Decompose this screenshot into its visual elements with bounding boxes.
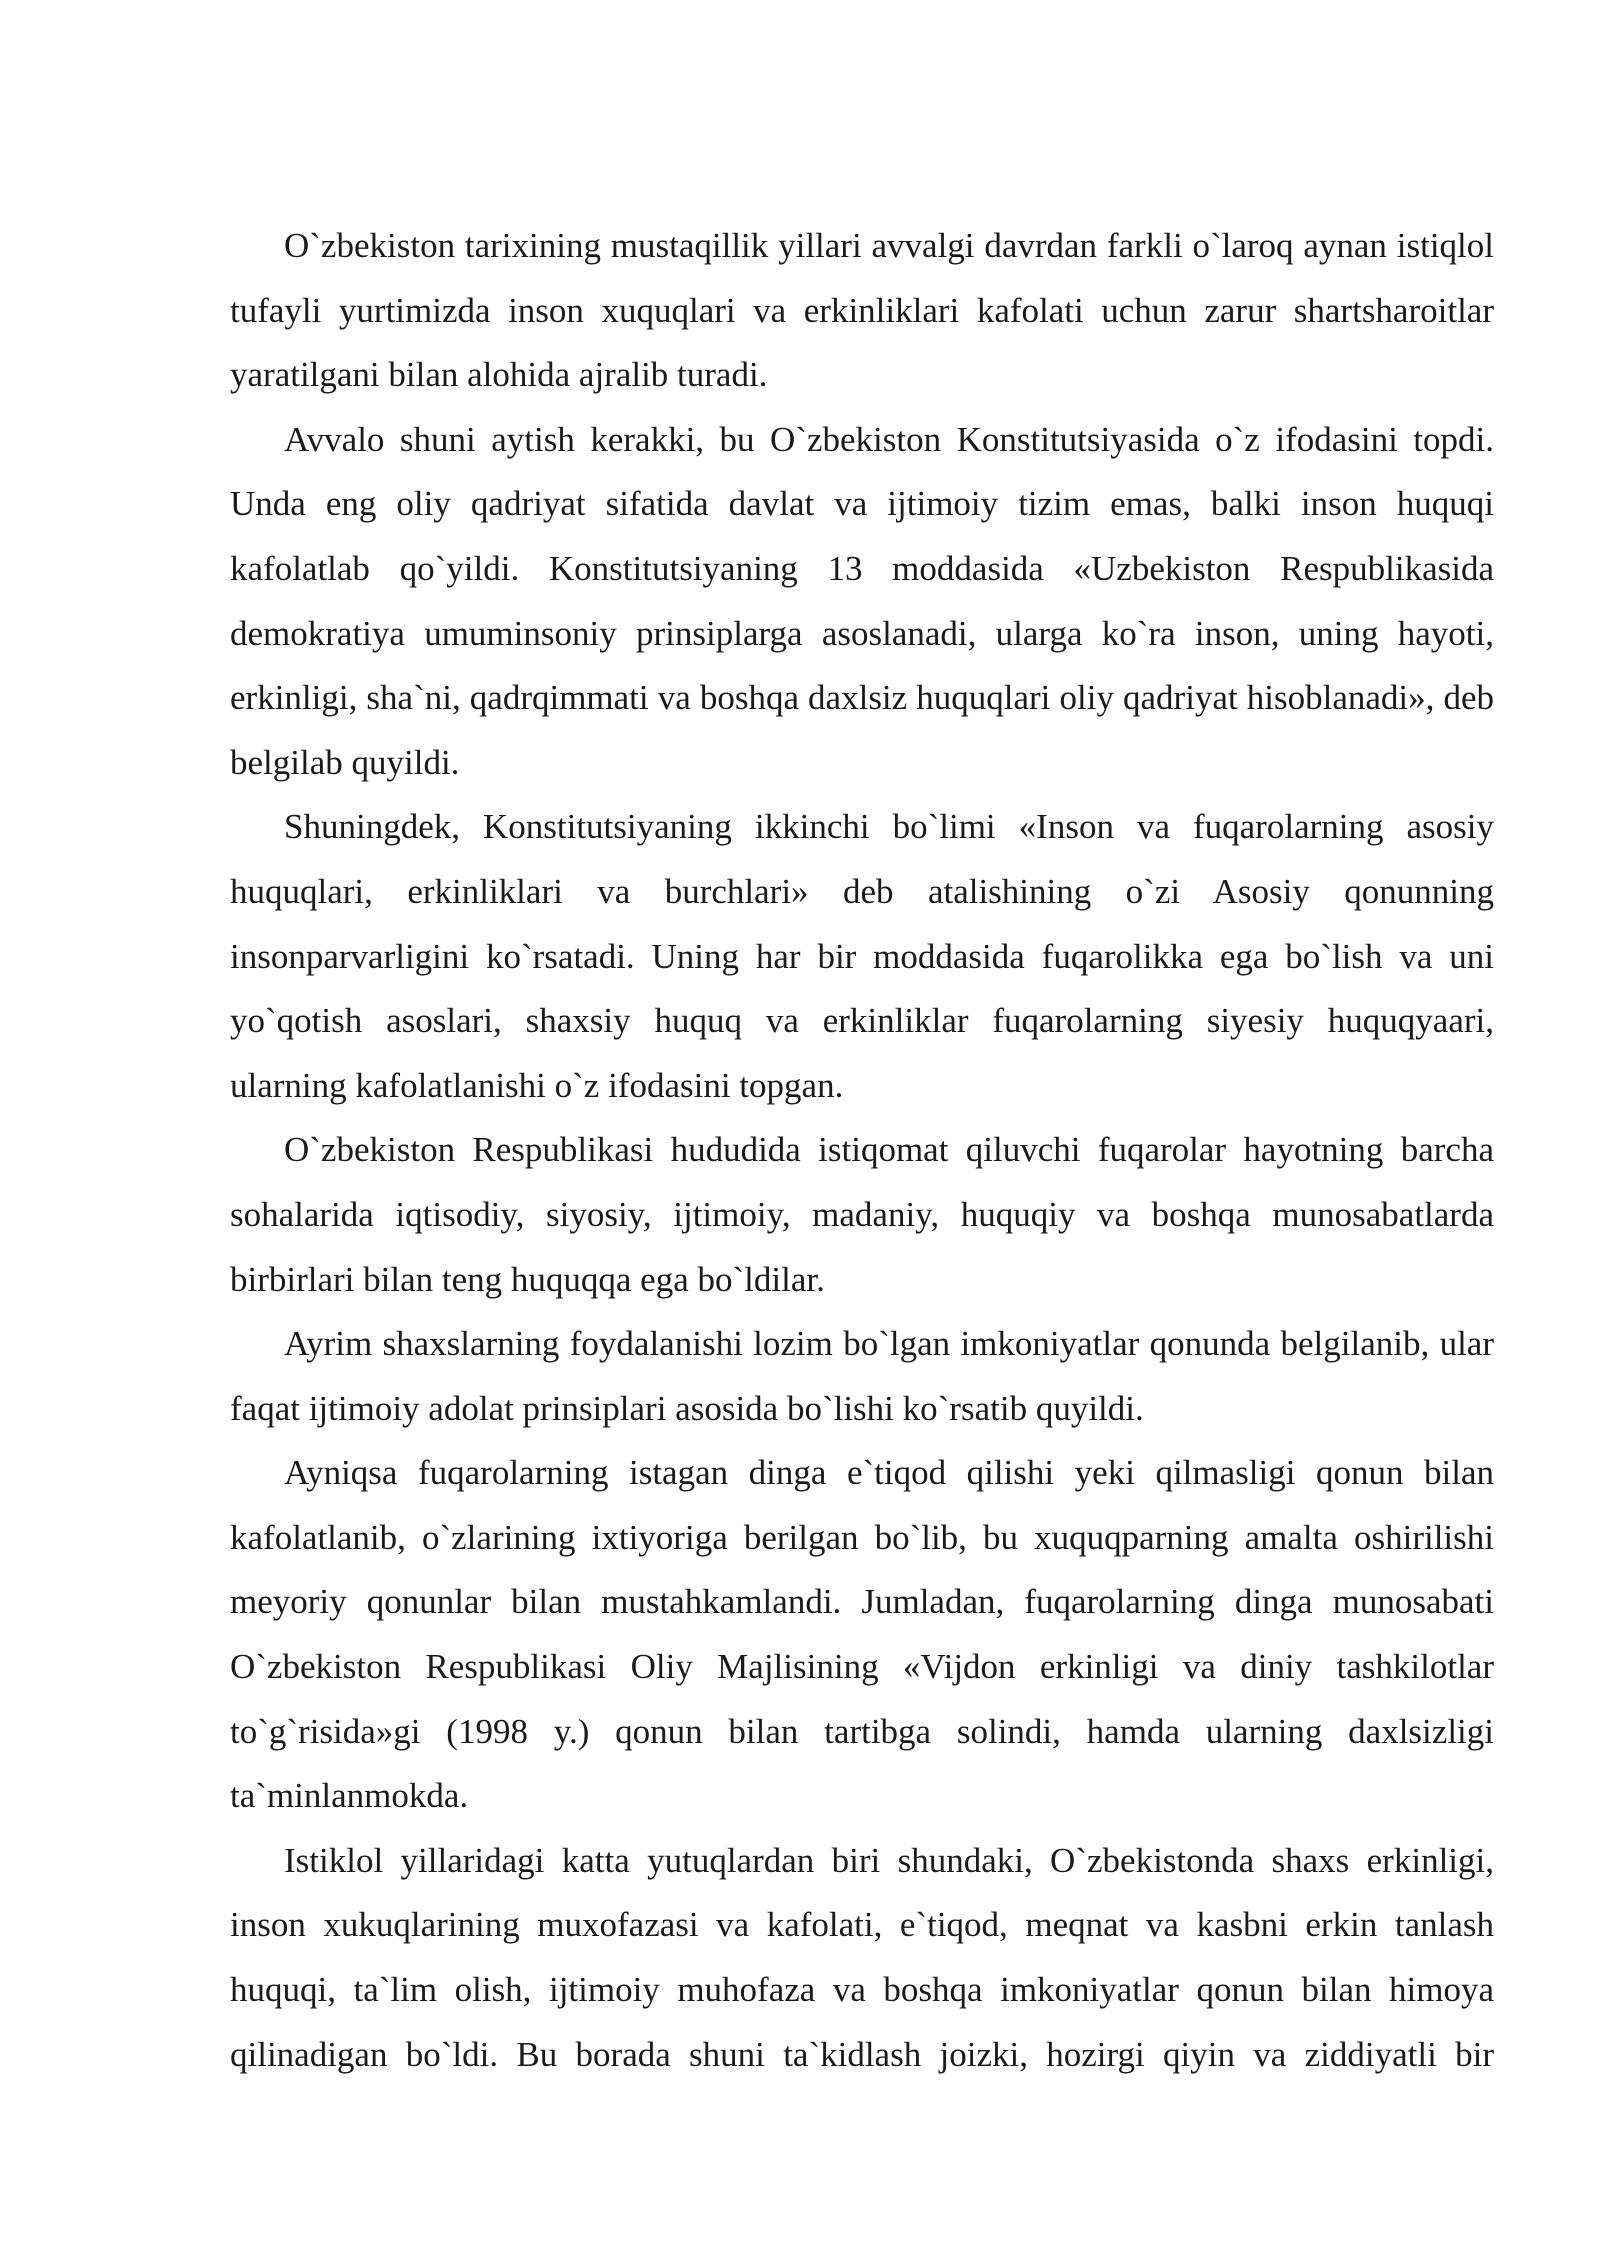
paragraph-5: Ayrim shaxslarning foydalanishi lozim bo`lgan imkoniyatlar qonunda belgilanib, ular faqat ijtimoiy adolat prinsiplari asosida bo`lishi ko`rsatib quyildi. bbox=[230, 1324, 1494, 1428]
paragraph-4: O`zbekiston Respublikasi hududida istiqomat qiluvchi fuqarolar hayotning barcha sohalarida iqtisodiy, siyosiy, ijtimoiy, madaniy, huquqiy va boshqa munosabatlarda birbirlari bilan teng huquqqa ega bo`ldilar. bbox=[230, 1130, 1494, 1299]
paragraph-3: Shuningdek, Konstitutsiyaning ikkinchi bo`limi «Inson va fuqarolarning asosiy huquqlari, erkinliklari va burchlari» deb atalishining o`zi Asosiy qonunning insonparvarligini ko`rsatadi. Uning har bir moddasida fuqarolikka ega bo`lish va uni yo`qotish asoslari, shaxsiy huquq va erkinliklar fuqarolarning siyesiy huquqyaari, ularning kafolatlanishi o`z ifodasini topgan. bbox=[230, 807, 1494, 1105]
document-body bbox=[230, 214, 1494, 2087]
paragraph-6: Ayniqsa fuqarolarning istagan dinga e`tiqod qilishi yeki qilmasligi qonun bilan kafolatlanib, o`zlarining ixtiyoriga berilgan bo`lib, bu xuquqparning amalta oshirilishi meyoriy qonunlar bilan mustahkamlandi. Jumladan, fuqarolarning dinga munosabati O`zbekiston Respublikasi Oliy Majlisining «Vijdon erkinligi va diniy tashkilotlar to`g`risida»gi (1998 y.) qonun bilan tartibga solindi, hamda ularning daxlsizligi ta`minlanmokda. bbox=[230, 1453, 1494, 1816]
paragraph-2: Avvalo shuni aytish kerakki, bu O`zbekiston Konstitutsiyasida o`z ifodasini topdi. Unda eng oliy qadriyat sifatida davlat va ijtimoiy tizim emas, balki inson huquqi kafolatlab qo`yildi. Konstitutsiyaning 13 moddasida «Uzbekiston Respublikasida demokratiya umuminsoniy prinsiplarga asoslanadi, ularga ko`ra inson, uning hayoti, erkinligi, sha`ni, qadrqimmati va boshqa daxlsiz huquqlari oliy qadriyat hisoblanadi», deb belgilab quyildi. bbox=[230, 419, 1494, 782]
paragraph-7: Istiklol yillaridagi katta yutuqlardan biri shundaki, O`zbekistonda shaxs erkinligi, inson xukuqlarining muxofazasi va kafolati, e`tiqod, meqnat va kasbni erkin tanlash huquqi, ta`lim olish, ijtimoiy muhofaza va boshqa imkoniyatlar qonun bilan himoya qilinadigan bo`ldi. Bu borada shuni ta`kidlash joizki, hozirgi qiyin va ziddiyatli bir bbox=[230, 1840, 1494, 2074]
paragraph-1: O`zbekiston tarixining mustaqillik yillari avvalgi davrdan farkli o`laroq aynan istiqlol tufayli yurtimizda inson xuquqlari va erkinliklari kafolati uchun zarur shartsharoitlar yaratilgani bilan alohida ajralib turadi. bbox=[230, 226, 1494, 395]
